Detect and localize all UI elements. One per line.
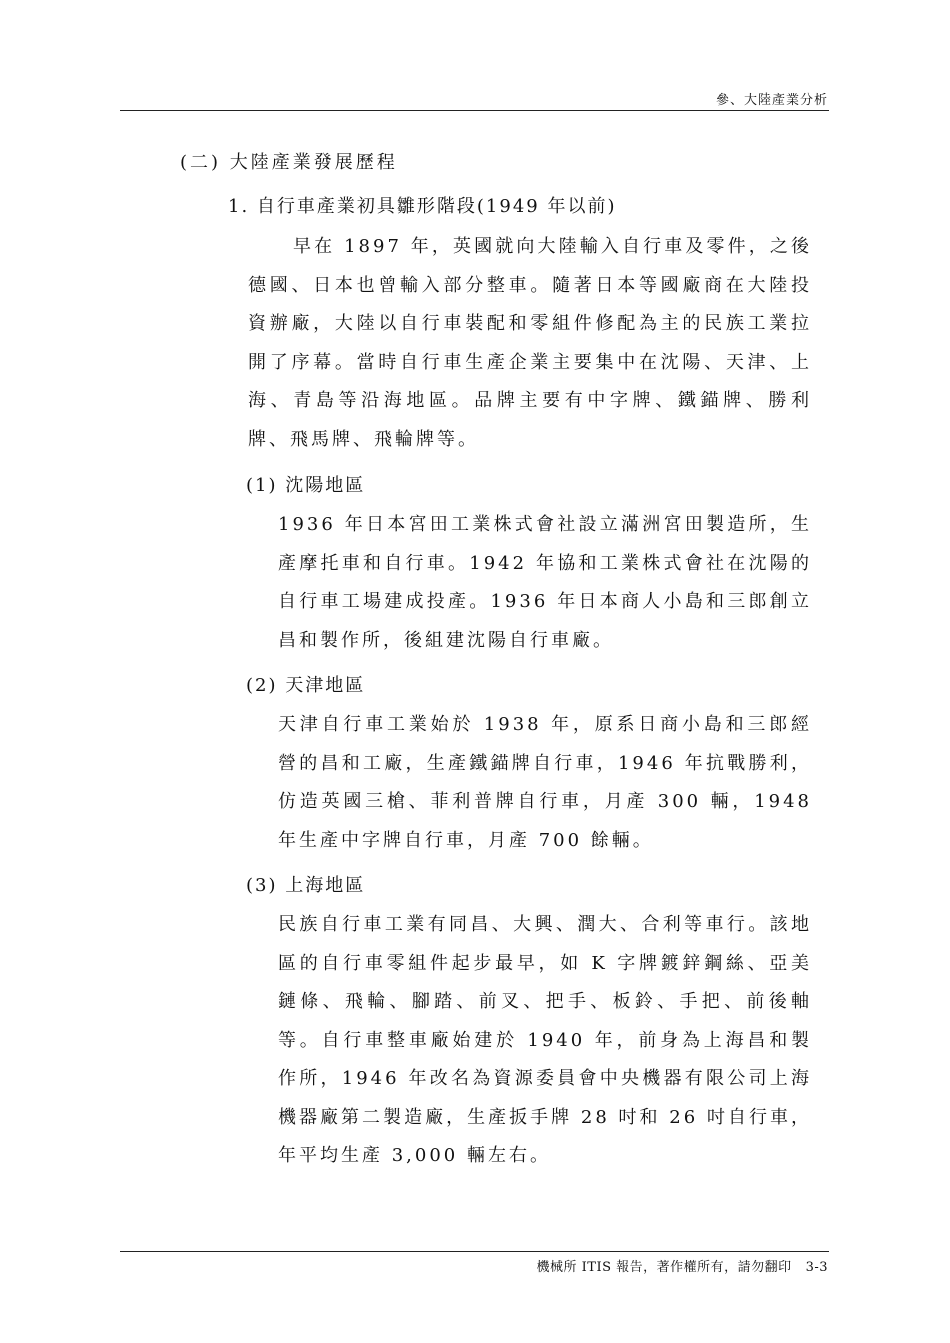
section-title: (二) 大陸產業發展歷程 (180, 152, 398, 173)
item-title-shanghai: (3) 上海地區 (246, 875, 366, 896)
item-title-shenyang: (1) 沈陽地區 (246, 475, 366, 496)
item-text-tianjin: 天津自行車工業始於 1938 年，原系日商小島和三郎經營的昌和工廠，生產鐵錨牌自行車，1946 年抗戰勝利，仿造英國三槍、菲利普牌自行車，月產 300 輛，1948 年生產中字牌自行車，月產 700 餘輛。 (278, 714, 812, 851)
running-footer (537, 1256, 828, 1275)
intro-paragraph: 早在 1897 年，英國就向大陸輸入自行車及零件，之後德國、日本也曾輸入部分整車。隨著日本等國廠商在大陸投資辦廠，大陸以自行車裝配和零組件修配為主的民族工業拉開了序幕。當時自行車生產企業主要集中在沈陽、天津、上海、青島等沿海地區。品牌主要有中字牌、鐵錨牌、勝利牌、飛馬牌、飛輪牌等。 (248, 236, 812, 450)
running-header: 參、大陸產業分析 (715, 93, 828, 108)
item-text-shenyang: 1936 年日本宮田工業株式會社設立滿洲宮田製造所，生產摩托車和自行車。1942 年協和工業株式會社在沈陽的自行車工場建成投產。1936 年日本商人小島和三郎創立昌和製作所，後組建沈陽自行車廠。 (278, 514, 812, 651)
subsection-title: 1. 自行車產業初具雛形階段(1949 年以前) (228, 196, 617, 217)
item-title-tianjin: (2) 天津地區 (246, 675, 366, 696)
item-text-shanghai: 民族自行車工業有同昌、大興、潤大、合利等車行。該地區的自行車零組件起步最早，如 K 字牌鍍鋅鋼絲、亞美鏈條、飛輪、腳踏、前叉、把手、板鈴、手把、前後軸等。自行車整車廠始建於 1940 年，前身為上海昌和製作所，1946 年改名為資源委員會中央機器有限公司上海機器廠第二製造廠，生產扳手牌 28 吋和 26 吋自行車，年平均生產 3,000 輛左右。 (278, 914, 812, 1166)
footer-divider (120, 1251, 829, 1252)
header-divider (120, 110, 829, 111)
page-number: 3-3 (805, 1260, 828, 1275)
footer-copyright: 機械所 ITIS 報告，著作權所有，請勿翻印 (536, 1260, 792, 1275)
